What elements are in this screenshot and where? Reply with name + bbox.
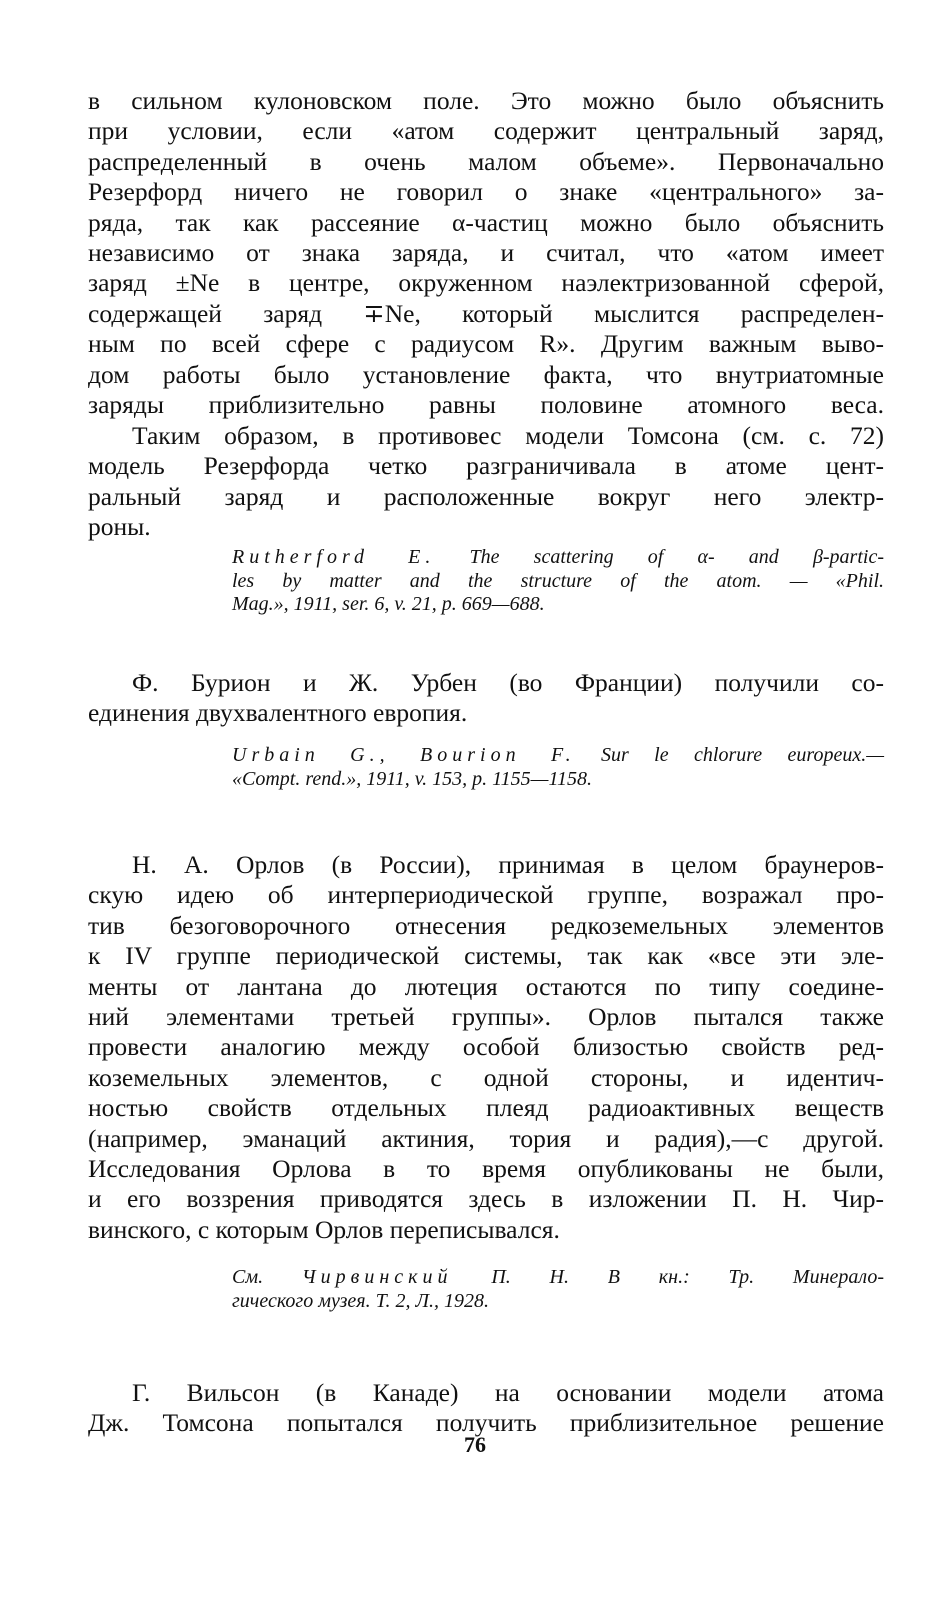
text-line: (например, эманаций актиния, тория и радия),—с другой.: [88, 1123, 884, 1153]
reference-rutherford: [232, 546, 884, 617]
reference-line: [232, 1266, 884, 1290]
paragraph-rutherford: [88, 86, 884, 420]
text-line: в сильном кулоновском поле. Это можно было объяснить: [88, 86, 884, 115]
text-line: модель Резерфорда четко разграничивала в атоме цент-: [88, 451, 884, 481]
text-line: заряд ±Ne в центре, окруженном наэлектризованной сферой,: [88, 268, 884, 298]
text-line: дом работы было установление факта, что внутриатомные: [88, 359, 884, 389]
text-line: содержащей заряд ∓Ne, который мыслится распределен-: [88, 298, 884, 328]
reference-text: The scattering of α- and β-partic-: [435, 546, 884, 568]
text-line: Г. Вильсон (в Канаде) на основании модели атома: [132, 1378, 884, 1407]
reference-line: [232, 546, 884, 570]
text-line: Таким образом, в противовес модели Томсона (см. с. 72): [132, 421, 884, 450]
text-line: ряда, так как рассеяние α-частиц можно было объяснить: [88, 207, 884, 237]
reference-text: П. Н. В кн.: Тр. Минерало-: [452, 1266, 885, 1288]
text-line: Резерфорд ничего не говорил о знаке «центрального» за-: [88, 177, 884, 207]
reference-line: Mag.», 1911, ser. 6, v. 21, p. 669—688.: [232, 593, 545, 615]
text-line: ностью свойств отдельных плеяд радиоактивных веществ: [88, 1093, 884, 1123]
reference-line: [232, 744, 884, 768]
text-line: ным по всей сфере с радиусом R». Другим важным выво-: [88, 329, 884, 359]
reference-line: гического музея. Т. 2, Л., 1928.: [232, 1289, 489, 1312]
text-line: при условии, если «атом содержит центральный заряд,: [88, 116, 884, 146]
text-line: независимо от знака заряда, и считал, что «атом имеет: [88, 238, 884, 268]
reference-line: les by matter and the structure of the atom. — «Phil.: [232, 569, 884, 592]
text-line: к IV группе периодической системы, так как «все эти эле-: [88, 941, 884, 971]
text-line: ний элементами третьей группы». Орлов пытался также: [88, 1002, 884, 1032]
reference-urbain: [232, 744, 884, 791]
reference-text: Sur le chlorure europeux.—: [575, 744, 884, 766]
reference-author: Чирвинский: [301, 1266, 453, 1288]
text-line: ральный заряд и расположенные вокруг него электр-: [88, 481, 884, 511]
text-line: распределенный в очень малом объеме». Первоначально: [88, 146, 884, 176]
text-line: Дж. Томсона попытался получить приблизительное решение: [88, 1408, 884, 1438]
text-line: и его воззрения приводятся здесь в изложении П. Н. Чир-: [88, 1184, 884, 1214]
reference-author: Rutherford E.: [232, 546, 436, 568]
page-number: 76: [464, 1432, 486, 1457]
text-line: Исследования Орлова в то время опубликованы не были,: [88, 1154, 884, 1184]
text-line: тив безоговорочного отнесения редкоземельных элементов: [88, 910, 884, 940]
paragraph-rutherford-model: [88, 421, 884, 543]
reference-prefix: См.: [232, 1266, 302, 1288]
text-line: Ф. Бурион и Ж. Урбен (во Франции) получили со-: [132, 668, 884, 697]
paragraph-europium: [88, 668, 884, 729]
text-line: роны.: [88, 512, 151, 542]
text-line: Н. А. Орлов (в России), принимая в целом браунеров-: [132, 850, 884, 879]
text-line: единения двухвалентного европия.: [88, 698, 468, 728]
reference-author: Urbain G., Bourion F.: [232, 744, 576, 766]
text-line: винского, с которым Орлов переписывался.: [88, 1214, 560, 1244]
text-line: заряды приблизительно равны половине атомного веса.: [88, 390, 884, 420]
reference-line: «Compt. rend.», 1911, v. 153, p. 1155—1158.: [232, 767, 592, 790]
text-line: скую идею об интерпериодической группе, возражал про-: [88, 880, 884, 910]
reference-chirvinsky: [232, 1266, 884, 1313]
text-line: менты от лантана до лютеция остаются по типу соедине-: [88, 971, 884, 1001]
text-line: провести аналогию между особой близостью свойств ред-: [88, 1032, 884, 1062]
paragraph-wilson: [88, 1378, 884, 1439]
text-line: коземельных элементов, с одной стороны, и идентич-: [88, 1062, 884, 1092]
paragraph-orlov: [88, 850, 884, 1245]
